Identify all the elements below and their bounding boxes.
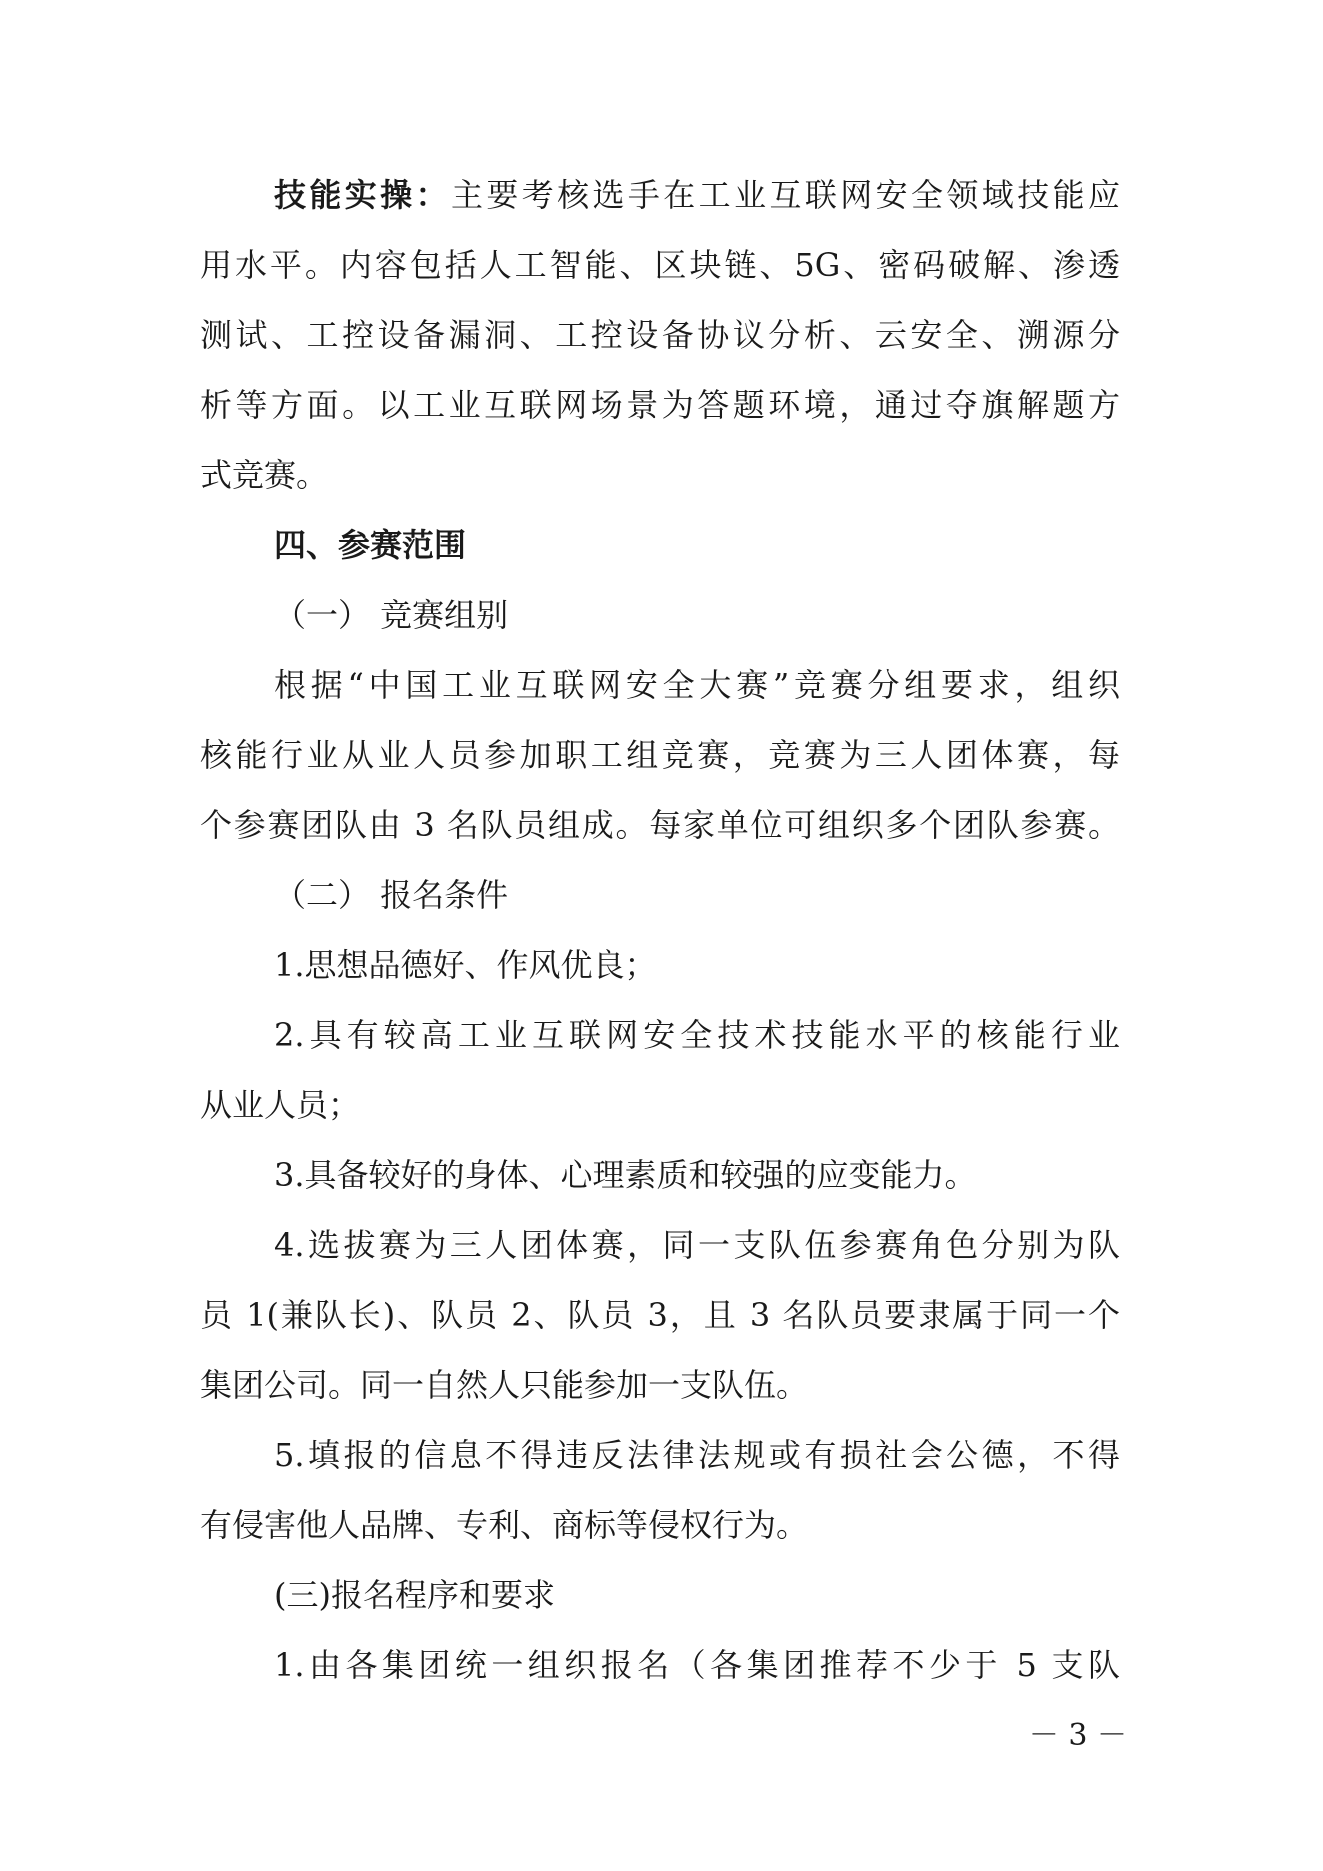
skill-paragraph-line-3: 测试、工控设备漏洞、工控设备协议分析、云安全、溯源分 [200, 316, 1120, 354]
page-number: － 3 － [1028, 1718, 1127, 1753]
skill-paragraph-line-2: 用水平。内容包括人工智能、区块链、5G、密码破解、渗透 [200, 246, 1120, 284]
subsection-1-line-2: 核能行业从业人员参加职工组竞赛，竞赛为三人团体赛，每 [200, 736, 1120, 774]
skill-lead-term: 技能实操： [274, 176, 451, 214]
section-4-heading: 四、参赛范围 [274, 526, 467, 564]
subsection-1-heading: （一） 竞赛组别 [274, 596, 509, 634]
subsection-3-heading: (三)报名程序和要求 [274, 1576, 555, 1614]
condition-item-1: 1.思想品德好、作风优良； [274, 946, 657, 984]
subsection-2-heading: （二） 报名条件 [274, 876, 509, 914]
procedure-item-1-line-1: 1.由各集团统一组织报名（各集团推荐不少于 5 支队 [274, 1646, 1120, 1684]
subsection-1-line-1: 根据“中国工业互联网安全大赛”竞赛分组要求，组织 [274, 666, 1120, 704]
condition-item-4-line-3: 集团公司。同一自然人只能参加一支队伍。 [200, 1366, 809, 1404]
condition-item-2-line-1: 2.具有较高工业互联网安全技术技能水平的核能行业 [274, 1016, 1120, 1054]
subsection-1-line-3: 个参赛团队由 3 名队员组成。每家单位可组织多个团队参赛。 [200, 806, 1120, 844]
condition-item-4-line-2: 员 1(兼队长)、队员 2、队员 3，且 3 名队员要隶属于同一个 [200, 1296, 1120, 1334]
document-body [200, 160, 1120, 1700]
condition-item-3: 3.具备较好的身体、心理素质和较强的应变能力。 [274, 1156, 977, 1194]
condition-item-5-line-2: 有侵害他人品牌、专利、商标等侵权行为。 [200, 1506, 809, 1544]
skill-paragraph-line-4: 析等方面。以工业互联网场景为答题环境，通过夺旗解题方 [200, 386, 1120, 424]
skill-paragraph-line-5: 式竞赛。 [200, 456, 329, 494]
skill-paragraph-line-1 [200, 160, 1120, 230]
condition-item-5-line-1: 5.填报的信息不得违反法律法规或有损社会公德，不得 [274, 1436, 1120, 1474]
skill-line-1-rest: 主要考核选手在工业互联网安全领域技能应 [450, 176, 1120, 214]
condition-item-4-line-1: 4.选拔赛为三人团体赛，同一支队伍参赛角色分别为队 [274, 1226, 1120, 1264]
condition-item-2-line-2: 从业人员； [200, 1086, 361, 1124]
